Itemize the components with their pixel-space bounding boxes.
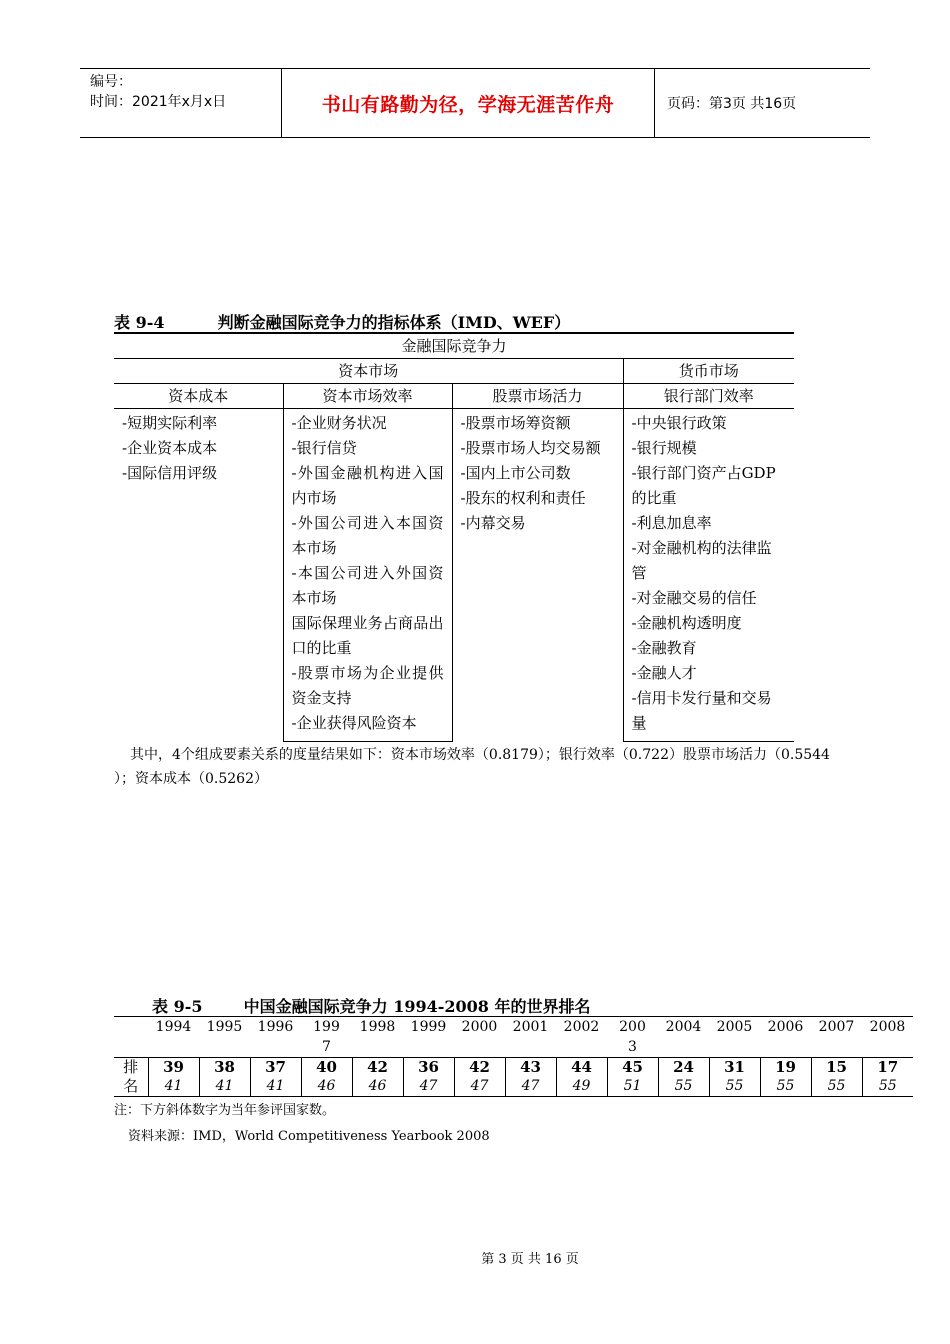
year-cell: 1997 [301, 1017, 352, 1058]
rank-value: 43 [520, 1058, 541, 1076]
table-9-5 [114, 1016, 913, 1097]
table-9-5-title: 中国金融国际竞争力 1994-2008 年的世界排名 [243, 997, 591, 1016]
indicator-item: -金融机构透明度 [631, 614, 742, 632]
group-header-money-market: 货币市场 [623, 359, 794, 384]
participant-count: 55 [878, 1078, 897, 1094]
page-footer: 第 3 页 共 16 页 [481, 1252, 579, 1267]
indicator-item: -企业获得风险资本 [291, 714, 417, 732]
rank-cell [811, 1058, 862, 1097]
indicator-column-bank-efficiency [623, 409, 794, 742]
indicator-item: -中央银行政策 [631, 414, 727, 432]
rank-value: 19 [775, 1058, 796, 1076]
table-9-4-caption [114, 310, 570, 333]
rank-row-label: 排名 [114, 1058, 148, 1097]
year-cell: 2000 [454, 1017, 505, 1058]
indicator-item: -银行部门资产占GDP的比重 [631, 464, 776, 507]
rank-cell [760, 1058, 811, 1097]
participant-count: 49 [572, 1078, 591, 1094]
participant-count: 55 [827, 1078, 846, 1094]
year-cell: 1996 [250, 1017, 301, 1058]
number-label: 编号： [90, 74, 132, 90]
rank-cell [505, 1058, 556, 1097]
indicator-item: -银行信贷 [291, 439, 357, 457]
year-cell: 2005 [709, 1017, 760, 1058]
participant-count: 46 [368, 1078, 387, 1094]
participant-count: 41 [266, 1078, 285, 1094]
document-header [80, 68, 870, 138]
indicator-item: -对金融机构的法律监管 [631, 539, 772, 582]
participant-count: 55 [725, 1078, 744, 1094]
measurement-paragraph: 其中，4个组成要素关系的度量结果如下：资本市场效率（0.8179）；银行效率（0.722）股票市场活力（0.5544 ）；资本成本（0.5262） [114, 747, 830, 787]
rank-cell [658, 1058, 709, 1097]
year-cell: 1998 [352, 1017, 403, 1058]
participant-count: 55 [776, 1078, 795, 1094]
header-motto: 书山有路勤为径，学海无涯苦作舟 [282, 69, 655, 137]
year-cell: 1995 [199, 1017, 250, 1058]
table-9-4 [114, 332, 794, 742]
column-header-bank-efficiency: 银行部门效率 [623, 384, 794, 409]
participant-count: 47 [470, 1078, 489, 1094]
indicator-item: -企业财务状况 [291, 414, 387, 432]
indicator-item: -对金融交易的信任 [631, 589, 757, 607]
table-9-5-number: 表 9-5 [152, 997, 203, 1016]
indicator-column-stock-vitality [452, 409, 623, 742]
page-info-text: 页码：第3页 共16页 [667, 96, 797, 112]
table-9-5-caption [152, 994, 591, 1017]
header-page-info [655, 69, 870, 137]
rank-cell [301, 1058, 352, 1097]
rank-value: 37 [265, 1058, 286, 1076]
rank-value: 42 [367, 1058, 388, 1076]
column-header-capital-cost: 资本成本 [114, 384, 283, 409]
table-9-4-title: 判断金融国际竞争力的指标体系（IMD、WEF） [217, 313, 571, 332]
year-cell: 2002 [556, 1017, 607, 1058]
year-cell: 2008 [862, 1017, 913, 1058]
indicator-column-capital-efficiency [283, 409, 452, 742]
participant-count: 55 [674, 1078, 693, 1094]
time-label: 时间：2021年x月x日 [90, 94, 227, 110]
rank-value: 17 [877, 1058, 899, 1076]
indicator-item: -国内上市公司数 [460, 464, 571, 482]
indicator-item: 国际保理业务占商品出口的比重 [291, 614, 444, 657]
participant-count: 47 [521, 1078, 540, 1094]
rank-cell [199, 1058, 250, 1097]
indicator-item: -外国公司进入本国资本市场 [291, 514, 444, 557]
rank-value: 31 [724, 1058, 745, 1076]
rank-value: 38 [214, 1058, 235, 1076]
indicator-item: -国际信用评级 [122, 464, 218, 482]
rank-value: 42 [469, 1058, 490, 1076]
rank-cell [352, 1058, 403, 1097]
rank-cell [607, 1058, 658, 1097]
rank-cell [148, 1058, 199, 1097]
participant-count: 41 [164, 1078, 183, 1094]
indicator-item: -股票市场筹资额 [460, 414, 571, 432]
group-header-capital-market: 资本市场 [114, 359, 623, 384]
rank-value: 44 [571, 1058, 592, 1076]
year-cell: 2006 [760, 1017, 811, 1058]
rank-value: 40 [316, 1058, 337, 1076]
rank-value: 39 [163, 1058, 184, 1076]
indicator-item: -股票市场人均交易额 [460, 439, 601, 457]
indicator-item: -短期实际利率 [122, 414, 218, 432]
participant-count: 51 [623, 1078, 642, 1094]
rank-cell [556, 1058, 607, 1097]
indicator-item: -银行规模 [631, 439, 697, 457]
rank-value: 15 [826, 1058, 847, 1076]
rank-value: 24 [673, 1058, 694, 1076]
year-cell: 2007 [811, 1017, 862, 1058]
rank-cell [250, 1058, 301, 1097]
rank-cell [709, 1058, 760, 1097]
year-cell: 2004 [658, 1017, 709, 1058]
year-cell: 1994 [148, 1017, 199, 1058]
rank-cell [862, 1058, 913, 1097]
indicator-item: -利息加息率 [631, 514, 712, 532]
indicator-item: -外国金融机构进入国内市场 [291, 464, 444, 507]
column-header-capital-efficiency: 资本市场效率 [283, 384, 452, 409]
column-header-stock-vitality: 股票市场活力 [452, 384, 623, 409]
indicator-item: -信用卡发行量和交易量 [631, 689, 772, 732]
table-9-4-number: 表 9-4 [114, 313, 165, 332]
year-cell: 2001 [505, 1017, 556, 1058]
participant-count: 47 [419, 1078, 438, 1094]
rank-value: 45 [622, 1058, 643, 1076]
rank-row [114, 1058, 913, 1097]
table-source: 资料来源：IMD，World Competitiveness Yearbook 2008 [128, 1129, 490, 1144]
indicator-item: -金融教育 [631, 639, 697, 657]
year-cell: 1999 [403, 1017, 454, 1058]
rank-cell [454, 1058, 505, 1097]
indicator-item: -本国公司进入外国资本市场 [291, 564, 444, 607]
indicator-item: -内幕交易 [460, 514, 526, 532]
indicator-item: -金融人才 [631, 664, 697, 682]
top-header-cell: 金融国际竞争力 [114, 333, 794, 359]
indicator-column-capital-cost [114, 409, 283, 742]
table-note: 注：下方斜体数字为当年参评国家数。 [114, 1103, 336, 1118]
year-row [114, 1017, 913, 1058]
participant-count: 41 [215, 1078, 234, 1094]
participant-count: 46 [317, 1078, 336, 1094]
rank-cell [403, 1058, 454, 1097]
indicator-item: -企业资本成本 [122, 439, 218, 457]
header-meta [80, 69, 282, 137]
rank-value: 36 [418, 1058, 439, 1076]
year-cell: 2003 [607, 1017, 658, 1058]
indicator-item: -股票市场为企业提供资金支持 [291, 664, 444, 707]
indicator-item: -股东的权利和责任 [460, 489, 586, 507]
